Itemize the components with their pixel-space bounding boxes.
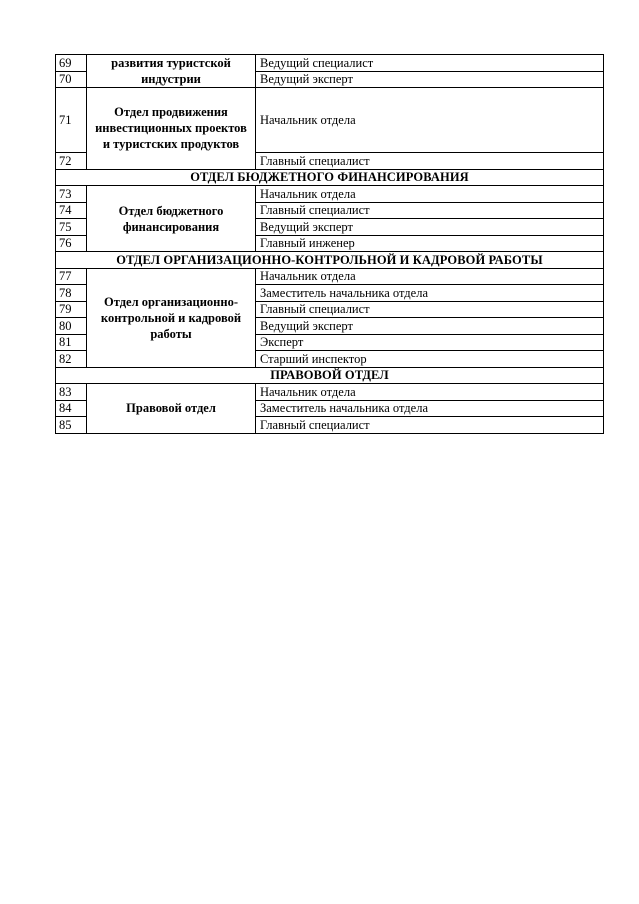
table-row [56,186,604,203]
position-title: Ведущий эксперт [256,219,604,236]
row-number: 72 [56,153,87,170]
section-title: ОТДЕЛ БЮДЖЕТНОГО ФИНАНСИРОВАНИЯ [56,169,604,186]
section-header-row [56,169,604,186]
position-title: Старший инспектор [256,351,604,368]
position-title: Ведущий специалист [256,55,604,72]
row-number: 70 [56,71,87,88]
row-number: 84 [56,400,87,417]
row-number: 79 [56,301,87,318]
department-name: Отдел организационно-контрольной и кадровой работы [87,268,256,367]
row-number: 85 [56,417,87,434]
row-number: 69 [56,55,87,72]
position-title: Начальник отдела [256,186,604,203]
department-name: Отдел продвижения инвестиционных проектов и туристских продуктов [87,88,256,170]
position-title: Заместитель начальника отдела [256,285,604,302]
position-title: Главный инженер [256,235,604,252]
staff-table [55,54,604,434]
position-title: Начальник отдела [256,88,604,153]
position-title: Эксперт [256,334,604,351]
position-title: Заместитель начальника отдела [256,400,604,417]
department-name: Отдел бюджетного финансирования [87,186,256,252]
row-number: 76 [56,235,87,252]
section-title: ПРАВОВОЙ ОТДЕЛ [56,367,604,384]
position-title: Ведущий эксперт [256,318,604,335]
table-row [56,55,604,72]
row-number: 71 [56,88,87,153]
row-number: 74 [56,202,87,219]
row-number: 81 [56,334,87,351]
position-title: Главный специалист [256,153,604,170]
table-row [56,268,604,285]
position-title: Главный специалист [256,202,604,219]
staff-table-body [56,55,604,434]
position-title: Начальник отдела [256,384,604,401]
table-row [56,88,604,153]
row-number: 82 [56,351,87,368]
row-number: 73 [56,186,87,203]
position-title: Ведущий эксперт [256,71,604,88]
table-row [56,384,604,401]
department-name: развития туристской индустрии [87,55,256,88]
row-number: 80 [56,318,87,335]
position-title: Главный специалист [256,417,604,434]
row-number: 78 [56,285,87,302]
position-title: Начальник отдела [256,268,604,285]
position-title: Главный специалист [256,301,604,318]
section-title: ОТДЕЛ ОРГАНИЗАЦИОННО-КОНТРОЛЬНОЙ И КАДРОВОЙ РАБОТЫ [56,252,604,269]
department-name: Правовой отдел [87,384,256,434]
row-number: 75 [56,219,87,236]
row-number: 77 [56,268,87,285]
section-header-row [56,367,604,384]
section-header-row [56,252,604,269]
row-number: 83 [56,384,87,401]
